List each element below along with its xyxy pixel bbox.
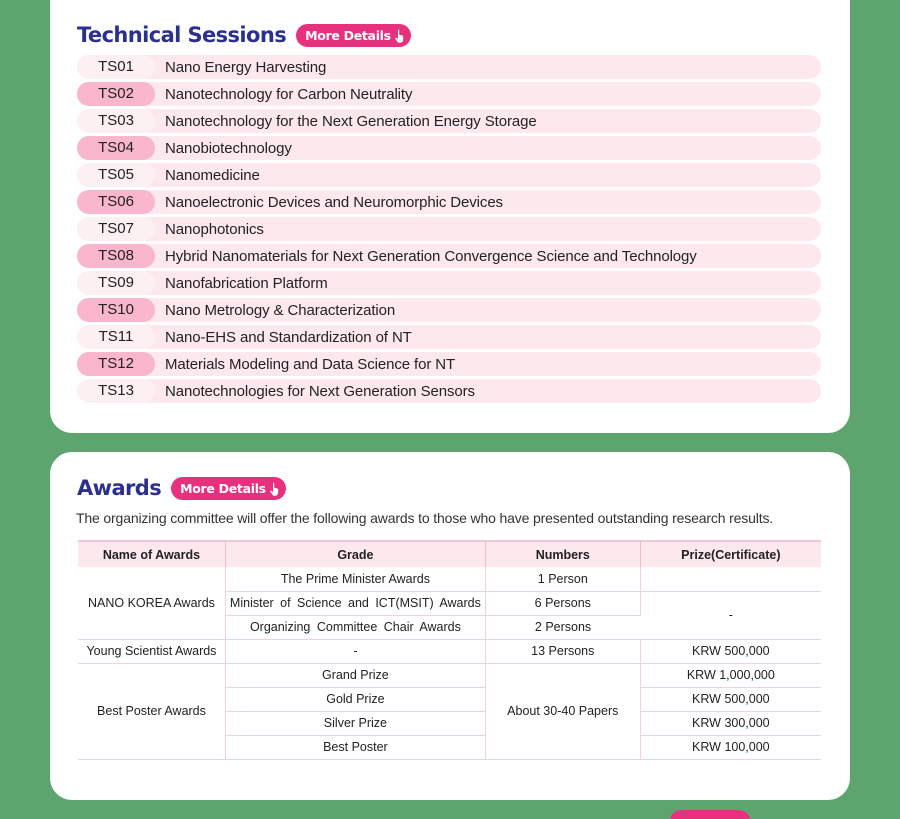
- numbers-cell: About 30-40 Papers: [485, 663, 640, 759]
- session-row: [77, 136, 821, 160]
- grade-cell: Minister of Science and ICT(MSIT) Awards: [225, 591, 485, 615]
- session-row: [77, 109, 821, 133]
- prize-cell: KRW 500,000: [640, 639, 821, 663]
- more-details-label: More Details: [305, 27, 391, 43]
- session-code: TS12: [77, 352, 155, 376]
- grade-cell: -: [225, 639, 485, 663]
- session-row: [77, 325, 821, 349]
- column-header: Prize(Certificate): [640, 541, 821, 567]
- grade-cell: Silver Prize: [225, 711, 485, 735]
- session-code: TS11: [77, 325, 155, 349]
- session-code: TS08: [77, 244, 155, 268]
- session-code: TS01: [77, 55, 155, 79]
- pointing-hand-icon: [394, 29, 406, 43]
- column-header: Name of Awards: [78, 541, 225, 567]
- grade-cell: Best Poster: [225, 735, 485, 759]
- awards-title: Awards: [77, 476, 162, 500]
- session-title: Nano-EHS and Standardization of NT: [165, 328, 412, 346]
- session-row: [77, 190, 821, 214]
- prize-cell: KRW 100,000: [640, 735, 821, 759]
- prize-cell: KRW 300,000: [640, 711, 821, 735]
- prize-cell: [640, 567, 821, 591]
- session-row: [77, 352, 821, 376]
- numbers-cell: 2 Persons: [485, 615, 640, 639]
- session-row: [77, 271, 821, 295]
- column-header: Grade: [225, 541, 485, 567]
- session-row: [77, 379, 821, 403]
- session-code: TS09: [77, 271, 155, 295]
- session-title: Nanotechnology for Carbon Neutrality: [165, 85, 413, 103]
- prize-cell: KRW 500,000: [640, 687, 821, 711]
- session-title: Nanomedicine: [165, 166, 260, 184]
- grade-cell: Gold Prize: [225, 687, 485, 711]
- session-row: [77, 244, 821, 268]
- table-row: [78, 639, 821, 663]
- session-row: [77, 82, 821, 106]
- session-title: Nano Energy Harvesting: [165, 58, 327, 76]
- session-row: [77, 163, 821, 187]
- grade-cell: The Prime Minister Awards: [225, 567, 485, 591]
- awards-intro-text: The organizing committee will offer the following awards to those who have presented outstanding research results.: [76, 510, 774, 526]
- grade-cell: Organizing Committee Chair Awards: [225, 615, 485, 639]
- numbers-cell: 1 Person: [485, 567, 640, 591]
- bottom-more-details-button[interactable]: [670, 810, 750, 819]
- technical-sessions-more-details-button[interactable]: [296, 24, 411, 47]
- session-title: Nanophotonics: [165, 220, 264, 238]
- table-row: [78, 663, 821, 687]
- session-row: [77, 55, 821, 79]
- session-title: Nanotechnologies for Next Generation Sensors: [165, 382, 475, 400]
- pointing-hand-icon: [269, 482, 281, 496]
- technical-sessions-list: [77, 55, 821, 406]
- numbers-cell: 6 Persons: [485, 591, 640, 615]
- session-title: Materials Modeling and Data Science for NT: [165, 355, 456, 373]
- awards-table-header: [78, 541, 821, 567]
- session-code: TS04: [77, 136, 155, 160]
- session-title: Nanotechnology for the Next Generation Energy Storage: [165, 112, 537, 130]
- table-row: [78, 567, 821, 591]
- awards-card: [50, 452, 850, 800]
- technical-sessions-title: Technical Sessions: [77, 23, 287, 47]
- session-code: TS03: [77, 109, 155, 133]
- session-title: Nanobiotechnology: [165, 139, 292, 157]
- session-code: TS02: [77, 82, 155, 106]
- award-name-cell: Best Poster Awards: [78, 663, 225, 759]
- more-details-label: More Details: [180, 480, 266, 496]
- session-title: Nano Metrology & Characterization: [165, 301, 396, 319]
- session-title: Hybrid Nanomaterials for Next Generation Convergence Science and Technology: [165, 247, 697, 265]
- session-code: TS10: [77, 298, 155, 322]
- prize-cell: KRW 1,000,000: [640, 663, 821, 687]
- session-row: [77, 298, 821, 322]
- award-name-cell: NANO KOREA Awards: [78, 567, 225, 639]
- technical-sessions-card: [50, 0, 850, 433]
- session-code: TS13: [77, 379, 155, 403]
- prize-cell: -: [640, 591, 821, 639]
- session-title: Nanoelectronic Devices and Neuromorphic Devices: [165, 193, 503, 211]
- session-code: TS05: [77, 163, 155, 187]
- column-header: Numbers: [485, 541, 640, 567]
- session-row: [77, 217, 821, 241]
- session-title: Nanofabrication Platform: [165, 274, 328, 292]
- technical-sessions-heading-row: [77, 23, 411, 47]
- session-code: TS07: [77, 217, 155, 241]
- awards-table: [78, 540, 821, 760]
- awards-heading-row: [77, 476, 286, 500]
- grade-cell: Grand Prize: [225, 663, 485, 687]
- numbers-cell: 13 Persons: [485, 639, 640, 663]
- session-code: TS06: [77, 190, 155, 214]
- awards-more-details-button[interactable]: [171, 477, 286, 500]
- award-name-cell: Young Scientist Awards: [78, 639, 225, 663]
